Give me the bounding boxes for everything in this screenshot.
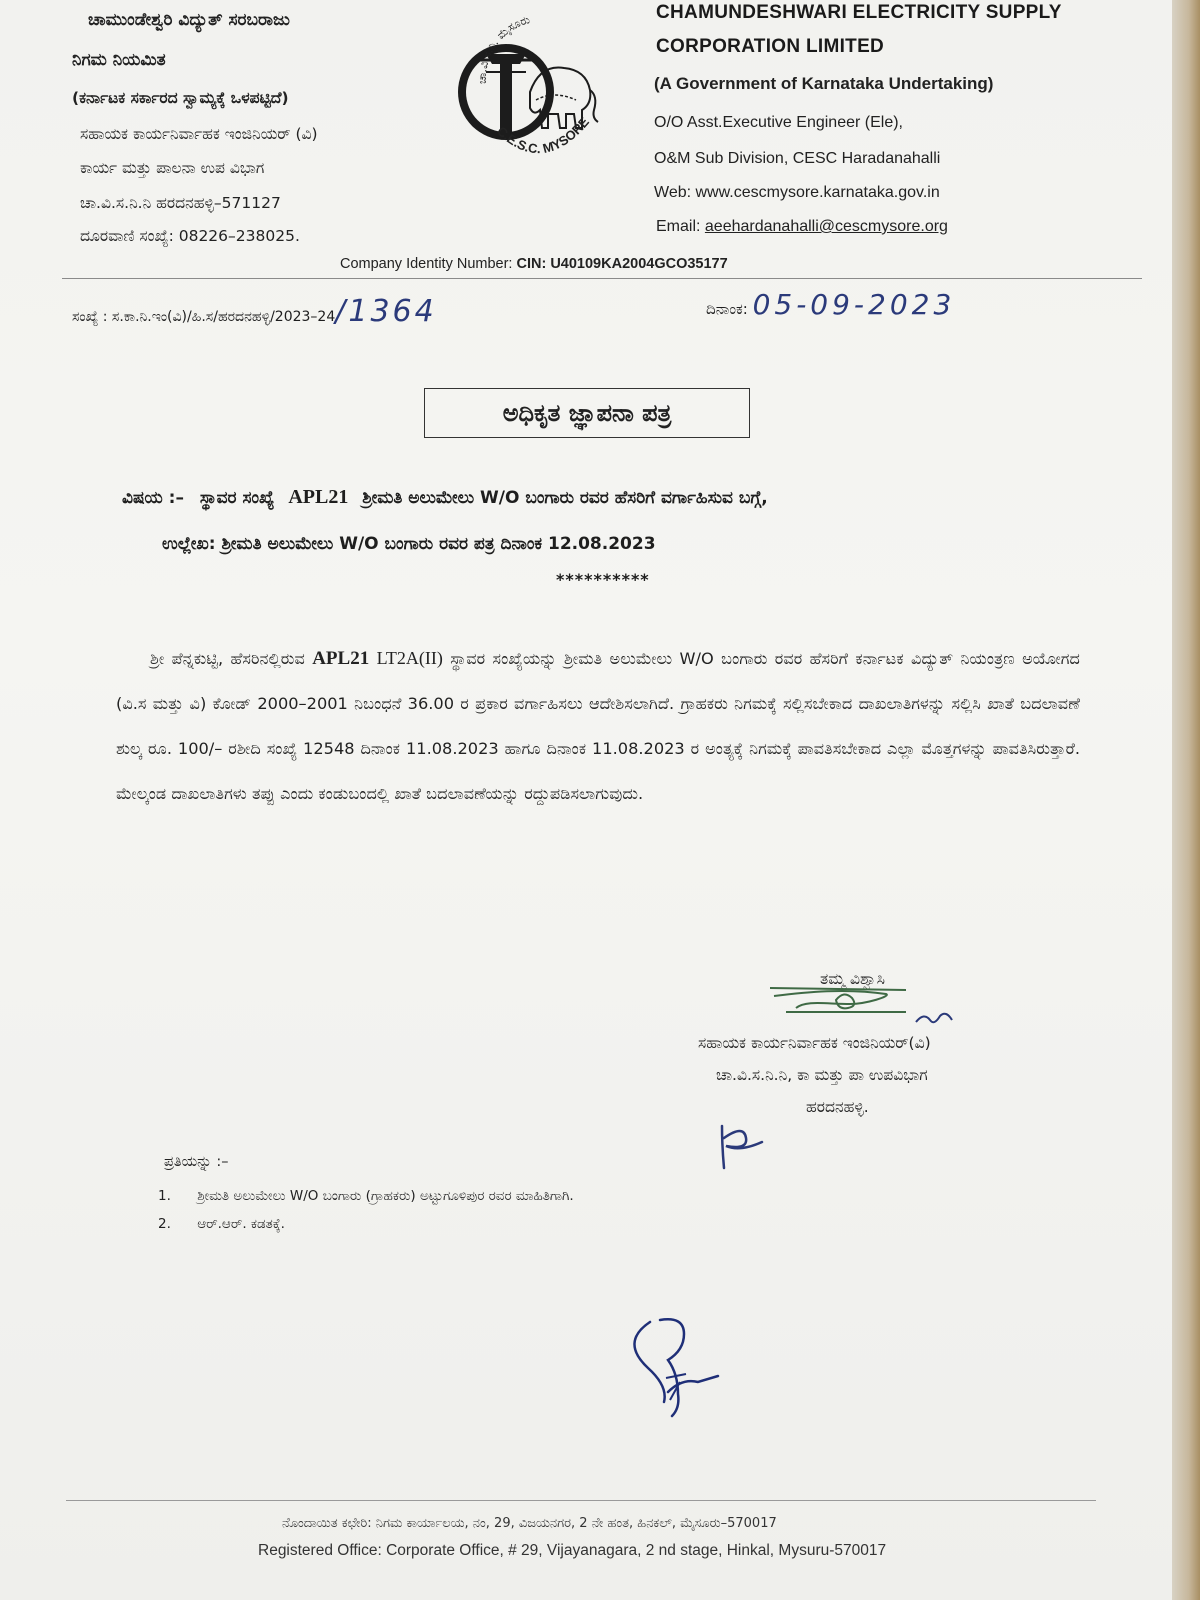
reference-number-handwritten: /1364: [335, 294, 437, 329]
subject-post: ಶ್ರೀಮತಿ ಅಲುಮೇಲು W/O ಬಂಗಾರು ರವರ ಹೆಸರಿಗೆ ವರ್ಗಾಹಿಸುವ ಬಗ್ಗೆ,: [362, 488, 768, 508]
copies-label: ಪ್ರತಿಯನ್ನು :–: [164, 1154, 229, 1170]
body-code: APL21: [312, 648, 370, 669]
body-tariff: LT2A(II): [376, 648, 443, 668]
english-org-name-line1: CHAMUNDESHWARI ELECTRICITY SUPPLY: [656, 2, 1062, 23]
cesc-logo-icon: [456, 14, 616, 164]
logo-top-text: ಚಾ.ವಿ.ಸ.ನಿ. ಮೈಸೂರು: [475, 14, 532, 85]
body-part2: ಸ್ಥಾವರ ಸಂಖ್ಯೆಯನ್ನು ಶ್ರೀಮತಿ ಅಲುಮೇಲು W/O ಬಂಗಾರು ರವರ ಹೆಸರಿಗೆ ಕರ್ನಾಟಕ ವಿದ್ಯುತ್ ನಿಯಂತ್ರಣ ಅಯೋಗದ (ವಿ.ಸ ಮತ್ತು ವಿ) ಕೋಡ್ 2000–2001 ನಿಬಂಧನೆ 36.00 ರ ಪ್ರಕಾರ ವರ್ಗಾಹಿಸಲು ಆದೇಶಿಸಲಾಗಿದೆ. ಗ್ರಾಹಕರು ನಿಗಮಕ್ಕೆ ಸಲ್ಲಿಸಬೇಕಾದ ದಾಖಲಾತಿಗಳನ್ನು ಸಲ್ಲಿಸಿ ಖಾತೆ ಬದಲಾವಣೆ ಶುಲ್ಕ ರೂ. 100/– ರಶೀದಿ ಸಂಖ್ಯೆ 12548 ದಿನಾಂಕ 11.08.2023 ಹಾಗೂ ದಿನಾಂಕ 11.08.2023 ರ ಅಂತ್ಯಕ್ಕೆ ನಿಗಮಕ್ಕೆ ಪಾವತಿಸಬೇಕಾದ ಎಲ್ಲಾ ಮೊತ್ತಗಳನ್ನು ಪಾವತಿಸಿರುತ್ತಾರೆ. ಮೇಲ್ಕಂಡ ದಾಖಲಾತಿಗಳು ತಪ್ಪು ಎಂದು ಕಂಡುಬಂದಲ್ಲಿ ಖಾತೆ ಬದಲಾವಣೆಯನ್ನು ರದ್ದುಪಡಿಸಲಾಗುವುದು.: [116, 649, 1080, 803]
reference-number: [72, 294, 437, 329]
signature-office: ಚಾ.ವಿ.ಸ.ನಿ.ನಿ, ಕಾ ಮತ್ತು ಪಾ ಉಪವಿಭಾಗ: [716, 1066, 928, 1084]
signature-place: ಹರದನಹಳ್ಳಿ.: [806, 1098, 869, 1116]
english-division: O&M Sub Division, CESC Haradanahalli: [654, 150, 941, 167]
signature-designation: ಸಹಾಯಕ ಕಾರ್ಯನಿರ್ವಾಹಕ ಇಂಜಿನಿಯರ್(ವಿ): [698, 1034, 931, 1052]
english-org-name-line2: CORPORATION LIMITED: [656, 36, 885, 57]
signature-closing: ತಮ್ಮ ವಿಶ್ವಾಸಿ: [820, 970, 885, 988]
kannada-phone: ದೂರವಾಣಿ ಸಂಖ್ಯೆ: 08226–238025.: [80, 227, 300, 245]
handwritten-signature: [620, 1312, 740, 1422]
email-link[interactable]: aeehardanahalli@cescmysore.org: [704, 218, 948, 235]
copy-item-number: 2.: [158, 1216, 171, 1232]
logo-bottom-text: C.E.S.C. MYSORE: [494, 114, 592, 157]
kannada-address: ಚಾ.ವಿ.ಸ.ನಿ.ನಿ ಹರದನಹಳ್ಳಿ–571127: [80, 194, 281, 212]
copy-item-text: ಆರ್.ಆರ್. ಕಡತಕ್ಕೆ.: [197, 1216, 285, 1232]
subject-pre: ಸ್ಥಾವರ ಸಂಖ್ಯೆ: [199, 488, 275, 508]
signature-mark: [766, 982, 976, 1030]
header-rule: [62, 278, 1142, 279]
cesc-logo: [456, 14, 616, 164]
body-part1: ಶ್ರೀ ಪೆನ್ನಕುಟ್ಟಿ, ಹೆಸರಿನಲ್ಲಿರುವ: [150, 649, 305, 668]
initials-mark: [716, 1118, 776, 1174]
subject-code: APL21: [288, 486, 349, 508]
subject-label: ವಿಷಯ :–: [122, 488, 184, 508]
cin-line: [340, 256, 728, 272]
date-label: ದಿನಾಂಕ:: [706, 300, 748, 318]
english-email: [656, 218, 948, 236]
reference-number-prefix: ಸಂಖ್ಯೆ : ಸ.ಕಾ.ನಿ.ಇಂ(ವಿ)/ಹಿ.ಸ/ಹರದನಹಳ್ಳಿ/2023–24: [72, 309, 336, 325]
document-title: ಅಧಿಕೃತ ಜ್ಞಾಪನಾ ಪತ್ರ: [424, 388, 750, 438]
email-label: Email:: [656, 218, 705, 235]
footer-rule: [66, 1500, 1096, 1501]
copy-item-number: 1.: [158, 1188, 171, 1204]
copy-item: [158, 1188, 574, 1204]
background-edge: [1172, 0, 1200, 1600]
english-office: O/O Asst.Executive Engineer (Ele),: [654, 114, 903, 131]
english-web: Web: www.cescmysore.karnataka.gov.in: [654, 184, 940, 201]
footer-kannada: ನೊಂದಾಯಿತ ಕಛೇರಿ: ನಿಗಮ ಕಾರ್ಯಾಲಯ, ನಂ, 29, ವಿಜಯನಗರ, 2 ನೇ ಹಂತ, ಹಿನಕಲ್, ಮೈಸೂರು–570017: [282, 1516, 777, 1531]
copy-item-text: ಶ್ರೀಮತಿ ಅಲುಮೇಲು W/O ಬಂಗಾರು (ಗ್ರಾಹಕರು) ಅಟ್ಟುಗೂಳಿಪುರ ರವರ ಮಾಹಿತಿಗಾಗಿ.: [197, 1188, 574, 1204]
english-govt-undertaking: (A Government of Karnataka Undertaking): [654, 74, 994, 93]
copy-item: [158, 1216, 285, 1232]
body-paragraph: [116, 636, 1080, 816]
kannada-office: ಸಹಾಯಕ ಕಾರ್ಯನಿರ್ವಾಹಕ ಇಂಜಿನಿಯರ್ (ವಿ): [80, 125, 318, 143]
kannada-org-name-line2: ನಿಗಮ ನಿಯಮಿತ: [72, 50, 166, 70]
kannada-govt-undertaking: (ಕರ್ನಾಟಕ ಸರ್ಕಾರದ ಸ್ವಾಮ್ಯಕ್ಕೆ ಒಳಪಟ್ಟಿದೆ): [72, 89, 289, 107]
separator: **********: [556, 570, 650, 589]
kannada-org-name-line1: ಚಾಮುಂಡೇಶ್ವರಿ ವಿದ್ಯುತ್ ಸರಬರಾಜು: [88, 10, 290, 30]
date-handwritten: 05-09-2023: [752, 288, 956, 321]
cin-value: CIN: U40109KA2004GCO35177: [516, 256, 728, 272]
kannada-division: ಕಾರ್ಯ ಮತ್ತು ಪಾಲನಾ ಉಪ ವಿಭಾಗ: [80, 159, 265, 177]
reference-line: ಉಲ್ಲೇಖ: ಶ್ರೀಮತಿ ಅಲುಮೇಲು W/O ಬಂಗಾರು ರವರ ಪತ್ರ ದಿನಾಂಕ 12.08.2023: [162, 534, 656, 554]
cin-label: Company Identity Number:: [340, 256, 517, 272]
reference-date: [706, 288, 955, 321]
subject-line: [122, 486, 768, 509]
footer-english: Registered Office: Corporate Office, # 29, Vijayanagara, 2 nd stage, Hinkal, Mysuru-570017: [258, 1542, 887, 1559]
